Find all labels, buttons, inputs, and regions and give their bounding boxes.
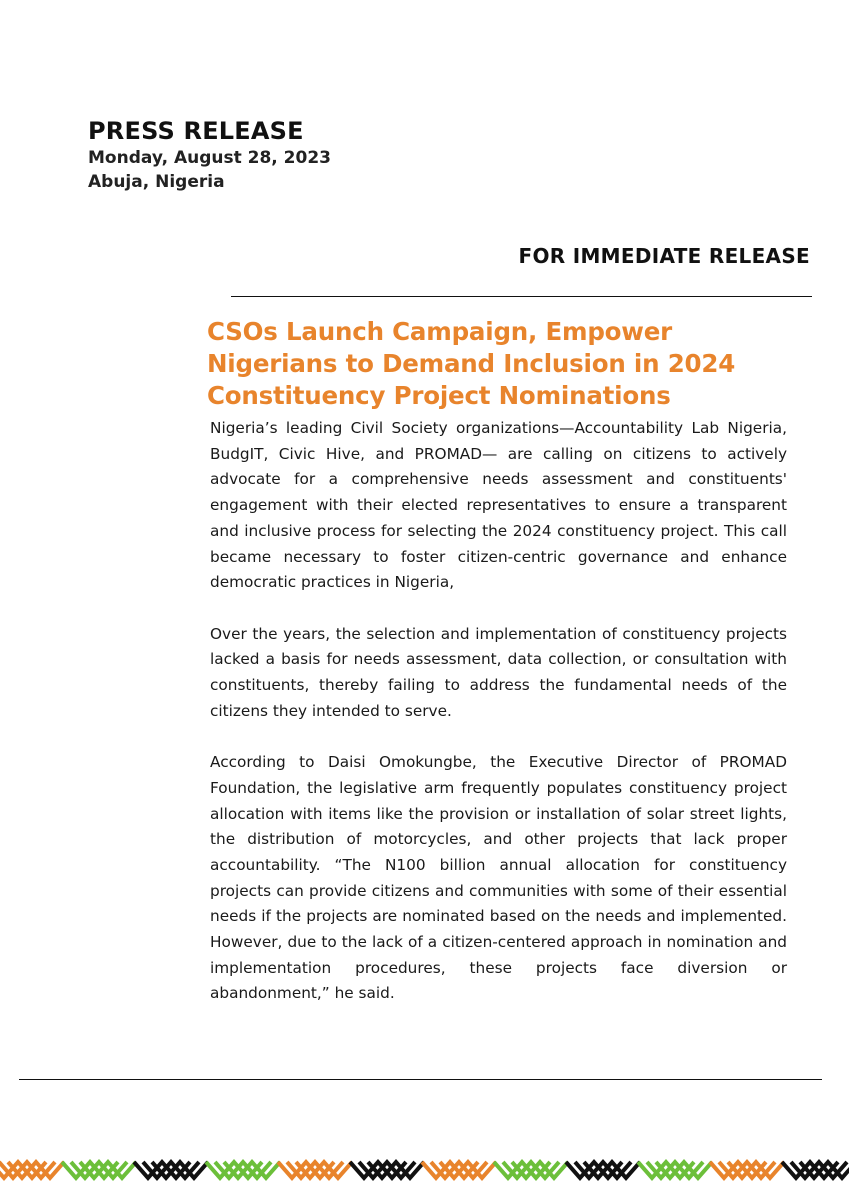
body-text [210, 416, 787, 1033]
release-date: Monday, August 28, 2023 [88, 148, 331, 168]
press-release-title: PRESS RELEASE [88, 117, 304, 145]
decorative-pattern [0, 1148, 849, 1200]
paragraph-2: Over the years, the selection and implementation of constituency projects lacked a basis for needs assessment, data collection, or consultation with constituents, thereby failing to address the fundamental needs of the citizens they intended to serve. [210, 624, 787, 720]
paragraph-1: Nigeria’s leading Civil Society organizations—Accountability Lab Nigeria, BudgIT, Civic Hive, and PROMAD— are calling on citizens to actively advocate for a comprehensive needs assessment and constituents' engagement with their elected representatives to ensure a transparent and inclusive process for selecting the 2024 constituency project. This call became necessary to foster citizen-centric governance and enhance democratic practices in Nigeria, [210, 419, 787, 592]
paragraph-3: According to Daisi Omokungbe, the Executive Director of PROMAD Foundation, the legislative arm frequently populates constituency project allocation with items like the provision or installation of solar street lights, the distribution of motorcycles, and other projects that lack proper accountability. “The N100 billion annual allocation for constituency projects can provide citizens and communities with some of their essential needs if the projects are nominated based on the needs and implemented. However, due to the lack of a citizen-centered approach in nomination and implementation procedures, these projects face diversion or abandonment,” he said. [210, 753, 787, 1003]
release-location: Abuja, Nigeria [88, 172, 225, 192]
top-divider [231, 296, 812, 297]
headline: CSOs Launch Campaign, Empower Nigerians to Demand Inclusion in 2024 Constituency Project Nominations [207, 317, 736, 410]
immediate-release-label: FOR IMMEDIATE RELEASE [518, 244, 810, 268]
bottom-divider [19, 1079, 822, 1080]
header-block [88, 116, 331, 194]
